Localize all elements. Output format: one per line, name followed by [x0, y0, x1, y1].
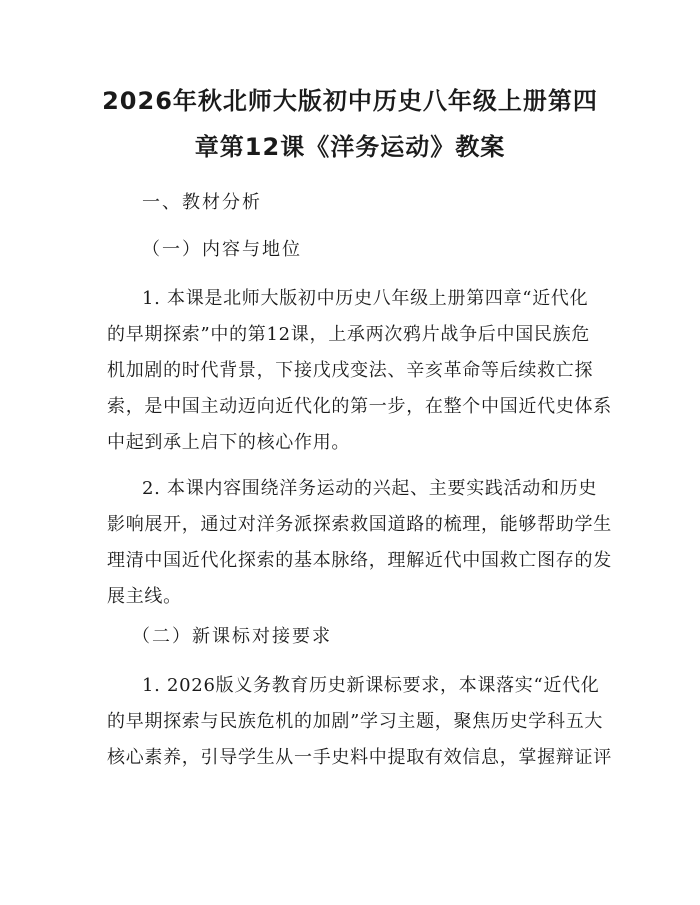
paragraph-1-line: 索，是中国主动迈向近代化的第一步，在整个中国近代史体系: [107, 396, 612, 417]
paragraph-1-line: 的早期探索”中的第12课，上承两次鸦片战争后中国民族危: [107, 324, 591, 345]
section-heading-textbook-analysis: 一、教材分析: [142, 192, 262, 213]
subsection-heading-content-position: （一）内容与地位: [142, 239, 302, 260]
document-title-line-1: 2026年秋北师大版初中历史八年级上册第四: [102, 87, 598, 115]
paragraph-3-line: 的早期探索与民族危机的加剧”学习主题，聚焦历史学科五大: [107, 711, 604, 732]
paragraph-2-line: 2. 本课内容围绕洋务运动的兴起、主要实践活动和历史: [142, 478, 598, 499]
paragraph-2-line: 影响展开，通过对洋务派探索救国道路的梳理，能够帮助学生: [107, 514, 612, 535]
paragraph-1-line: 1. 本课是北师大版初中历史八年级上册第四章“近代化: [142, 288, 589, 309]
paragraph-1-line: 机加剧的时代背景，下接戊戌变法、辛亥革命等后续救亡探: [107, 360, 594, 381]
paragraph-3-line: 1. 2026版义务教育历史新课标要求，本课落实“近代化: [142, 675, 600, 696]
paragraph-3: [107, 668, 612, 776]
paragraph-2: [107, 471, 612, 615]
document-title-line-2: 章第12课《洋务运动》教案: [194, 133, 506, 161]
paragraph-2-line: 展主线。: [107, 586, 182, 607]
paragraph-2-line: 理清中国近代化探索的基本脉络，理解近代中国救亡图存的发: [107, 550, 612, 571]
subsection-heading-curriculum-requirements: （二）新课标对接要求: [132, 626, 332, 647]
paragraph-3-line: 核心素养，引导学生从一手史料中提取有效信息，掌握辩证评: [107, 747, 612, 768]
paragraph-1: [107, 281, 612, 461]
paragraph-1-line: 中起到承上启下的核心作用。: [107, 432, 351, 453]
